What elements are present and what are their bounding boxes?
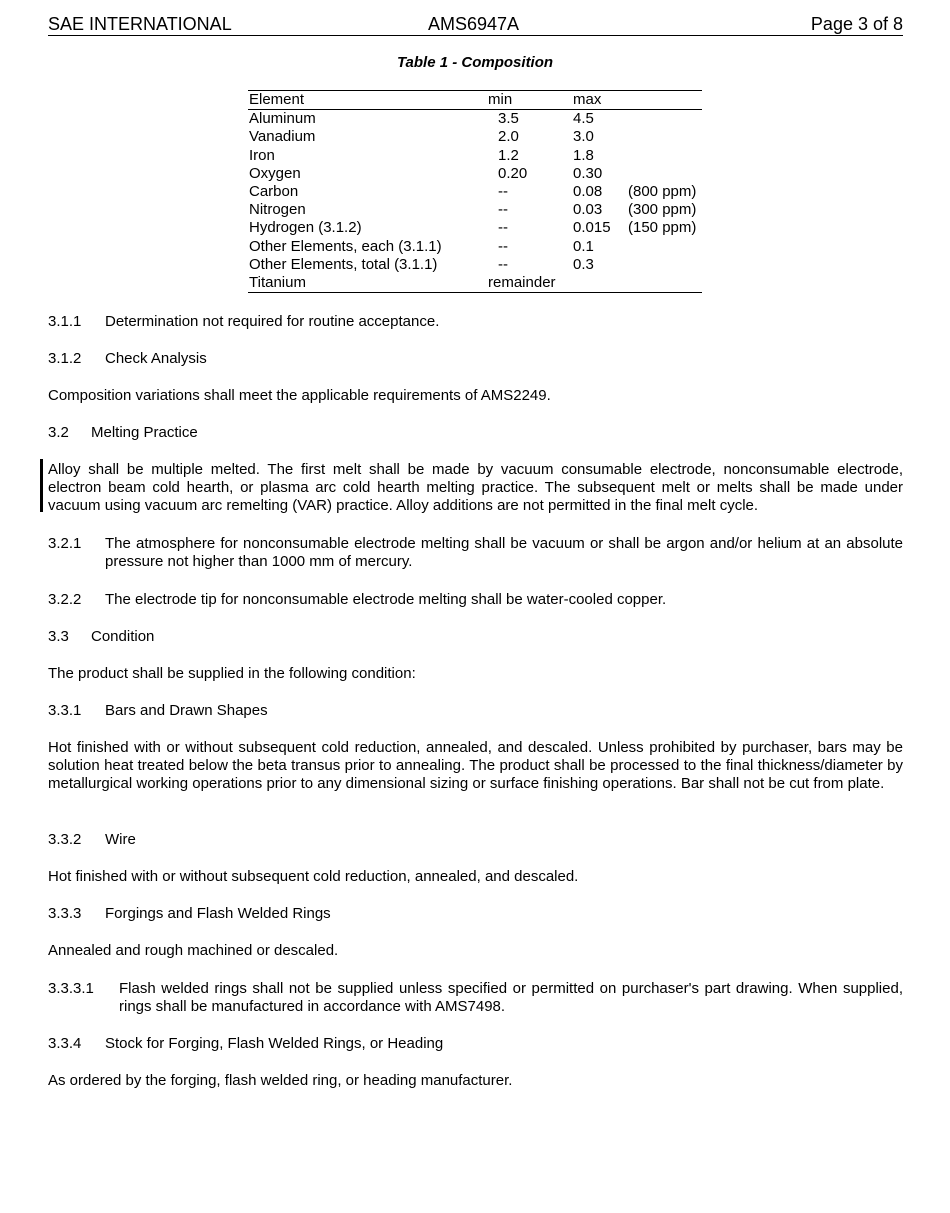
element-cell: Titanium <box>249 273 306 291</box>
section-3-1-2-heading <box>48 350 903 368</box>
section-text: The electrode tip for nonconsumable electrode melting shall be water-cooled copper. <box>105 591 667 608</box>
element-cell: Aluminum <box>249 110 316 128</box>
max-cell: 4.5 <box>573 110 594 128</box>
section-3-3-heading <box>48 628 903 646</box>
min-cell: -- <box>498 255 508 273</box>
element-cell: Nitrogen <box>249 201 306 219</box>
ppm-note-cell: (300 ppm) <box>628 201 697 219</box>
element-cell: Vanadium <box>249 128 316 146</box>
max-cell: 0.08 <box>573 182 603 200</box>
section-number: 3.3.4 <box>48 1035 82 1052</box>
table-row <box>248 110 702 128</box>
section-3-2-heading <box>48 424 903 442</box>
table-row <box>248 165 702 183</box>
section-3-3-3-heading <box>48 905 903 923</box>
section-title: Condition <box>91 628 155 645</box>
section-text: The atmosphere for nonconsumable electrode melting shall be vacuum or shall be argon and/or helium at an absolute pressure not higher than 1000 mm of mercury. <box>105 535 903 570</box>
max-cell: 0.3 <box>573 255 594 273</box>
section-number: 3.2.1 <box>48 535 82 552</box>
table-row <box>248 219 702 237</box>
composition-table <box>248 90 702 293</box>
column-header-max: max <box>573 91 602 108</box>
max-cell: 0.1 <box>573 237 594 255</box>
table-row <box>248 274 702 292</box>
min-cell: -- <box>498 201 508 219</box>
section-number: 3.2.2 <box>48 591 82 608</box>
section-title: Check Analysis <box>105 350 207 367</box>
ppm-note-cell: (800 ppm) <box>628 182 697 200</box>
max-cell: 3.0 <box>573 128 594 146</box>
paragraph-3-3-3: Annealed and rough machined or descaled. <box>48 942 339 959</box>
section-number: 3.2 <box>48 424 69 441</box>
section-3-3-3-1 <box>48 980 903 1016</box>
section-3-3-4-heading <box>48 1035 903 1053</box>
table-row <box>248 201 702 219</box>
max-cell: 1.8 <box>573 146 594 164</box>
min-cell: 3.5 <box>498 110 519 128</box>
min-cell: 1.2 <box>498 146 519 164</box>
table-row <box>248 238 702 256</box>
page-header <box>48 13 903 36</box>
section-number: 3.3.2 <box>48 831 82 848</box>
max-cell: 0.03 <box>573 201 603 219</box>
paragraph-3-3: The product shall be supplied in the following condition: <box>48 665 416 682</box>
revision-change-bar <box>40 459 43 512</box>
section-number: 3.3.3.1 <box>48 980 94 997</box>
element-cell: Hydrogen (3.1.2) <box>249 219 362 237</box>
section-number: 3.1.2 <box>48 350 82 367</box>
min-cell: remainder <box>488 273 556 291</box>
table-row <box>248 183 702 201</box>
ppm-note-cell: (150 ppm) <box>628 219 697 237</box>
min-cell: 2.0 <box>498 128 519 146</box>
paragraph-3-3-2: Hot finished with or without subsequent cold reduction, annealed, and descaled. <box>48 868 579 885</box>
min-cell: 0.20 <box>498 164 528 182</box>
section-3-1-1 <box>48 313 903 331</box>
paragraph-3-1-2: Composition variations shall meet the applicable requirements of AMS2249. <box>48 387 551 404</box>
section-text: Determination not required for routine acceptance. <box>105 313 440 330</box>
section-number: 3.3.1 <box>48 702 82 719</box>
section-title: Forgings and Flash Welded Rings <box>105 905 331 922</box>
element-cell: Other Elements, total (3.1.1) <box>249 255 438 273</box>
element-cell: Carbon <box>249 182 299 200</box>
section-3-3-2-heading <box>48 831 903 849</box>
element-cell: Oxygen <box>249 164 301 182</box>
min-cell: -- <box>498 219 508 237</box>
column-header-element: Element <box>249 91 305 108</box>
table-header-row <box>248 91 702 110</box>
table-title: Table 1 - Composition <box>396 54 554 71</box>
header-page-number: Page 3 of 8 <box>810 14 903 34</box>
section-3-2-2 <box>48 591 903 609</box>
table-row <box>248 256 702 274</box>
section-number: 3.1.1 <box>48 313 82 330</box>
header-organization: SAE INTERNATIONAL <box>48 14 232 34</box>
section-title: Bars and Drawn Shapes <box>105 702 268 719</box>
element-cell: Iron <box>249 146 275 164</box>
section-number: 3.3 <box>48 628 69 645</box>
paragraph-3-3-1: Hot finished with or without subsequent cold reduction, annealed, and descaled. Unless prohibited by purchaser, bars may be solution heat treated below the beta transus prior to annealing. The product shall be processed to the final thickness/diameter by metallurgical working operations prior to any dimensional sizing or surface finishing operations. Bar shall not be cut from plate. <box>48 739 903 792</box>
section-3-2-1 <box>48 535 903 571</box>
section-number: 3.3.3 <box>48 905 82 922</box>
table-row <box>248 128 702 146</box>
header-document-number: AMS6947A <box>428 14 520 34</box>
paragraph-3-3-4: As ordered by the forging, flash welded ring, or heading manufacturer. <box>48 1072 513 1089</box>
section-title: Melting Practice <box>91 424 198 441</box>
section-title: Wire <box>105 831 136 848</box>
section-3-3-1-heading <box>48 702 903 720</box>
section-text: Flash welded rings shall not be supplied unless specified or permitted on purchaser's part drawing. When supplied, rings shall be manufactured in accordance with AMS7498. <box>119 980 903 1015</box>
table-row <box>248 147 702 165</box>
max-cell: 0.30 <box>573 164 603 182</box>
section-title: Stock for Forging, Flash Welded Rings, or Heading <box>105 1035 444 1052</box>
min-cell: -- <box>498 182 508 200</box>
min-cell: -- <box>498 237 508 255</box>
column-header-min: min <box>488 91 513 108</box>
paragraph-3-2: Alloy shall be multiple melted. The first melt shall be made by vacuum consumable electrode, nonconsumable electrode, electron beam cold hearth, or plasma arc cold hearth melting practice. The subsequent melt or melts shall be made under vacuum using vacuum arc remelting (VAR) practice. Alloy additions are not permitted in the final melt cycle. <box>48 461 903 514</box>
max-cell: 0.015 <box>573 219 611 237</box>
element-cell: Other Elements, each (3.1.1) <box>249 237 442 255</box>
